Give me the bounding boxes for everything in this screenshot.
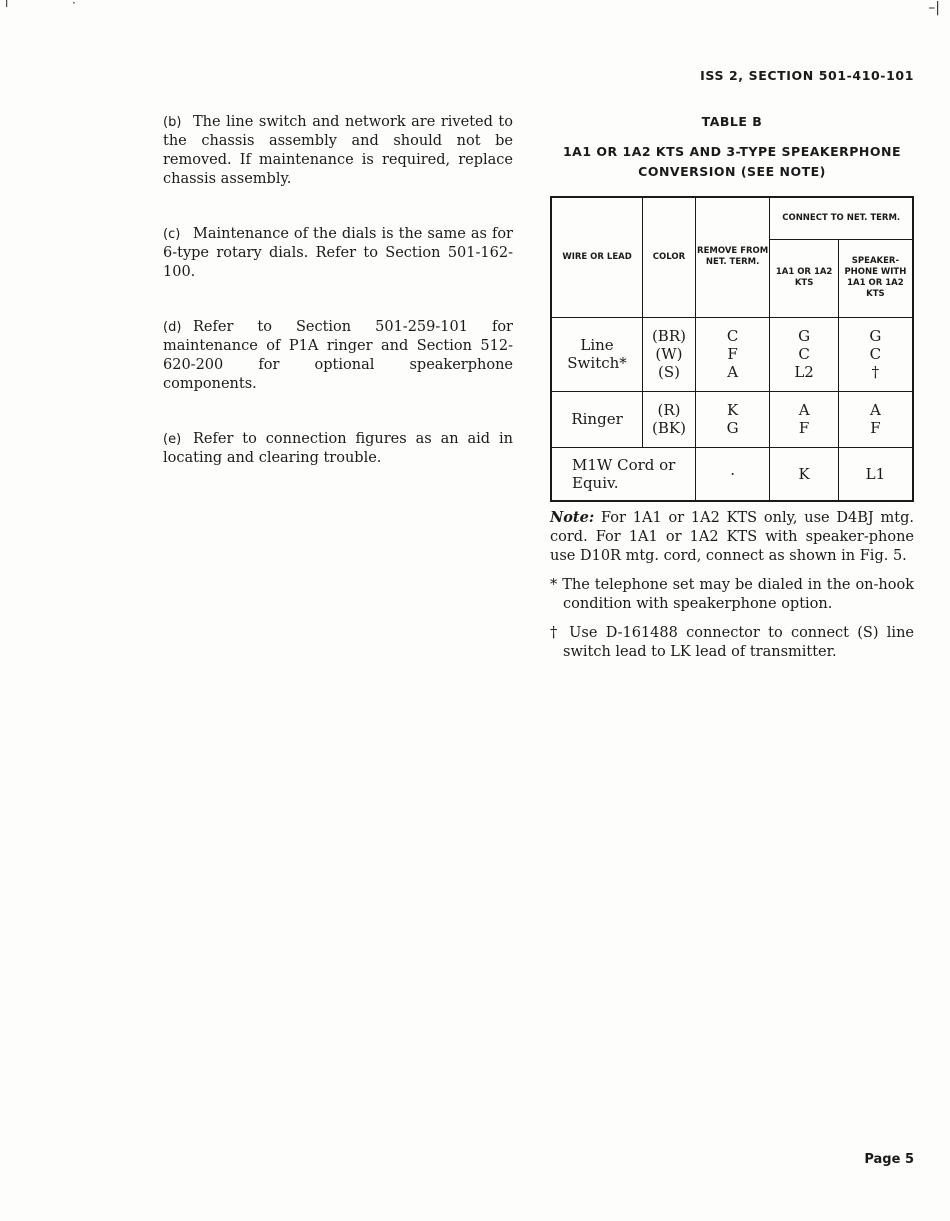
cell-speaker-ringer [838,391,913,447]
term-value: G [726,419,739,437]
conversion-table [550,196,914,502]
term-value: F [727,345,738,363]
note-paragraph [550,508,914,566]
maintenance-paragraphs [163,113,513,504]
term-value: F [798,419,810,437]
color-value: (S) [657,363,680,381]
corner-mark: –| [928,0,940,16]
term-value: † [871,363,880,381]
section-header: ISS 2, SECTION 501-410-101 [700,68,914,83]
term-value: C [869,345,882,363]
cell-colors-ringer [643,391,696,447]
header-color: COLOR [643,197,696,317]
cell-kts-cord: K [770,447,838,501]
asterisk-footnote: * The telephone set may be dialed in the on-hook condition with speakerphone option. [550,577,914,612]
item-text: Refer to connection figures as an aid in locating and clearing trouble. [163,431,513,466]
item-label: (e) [163,432,182,447]
item-label: (c) [163,227,181,242]
term-value: A [727,363,739,381]
cell-remove-ringer [695,391,770,447]
table-b-section [550,112,914,672]
cell-colors-line-switch [643,317,696,391]
paragraph-c [163,225,513,282]
term-value: A [869,401,881,419]
scan-speck: ı [5,0,9,10]
cell-lead-line-switch: Line Switch* [551,317,643,391]
item-label: (b) [163,115,182,130]
dagger-footnote: † Use D-161488 connector to connect (S) line switch lead to LK lead of transmitter. [550,625,914,660]
item-text: Refer to Section 501-259-101 for maintenance of P1A ringer and Section 512-620-200 for optional speakerphone components. [163,319,513,392]
cell-lead-cord: M1W Cord or Equiv. [551,447,695,501]
item-text: Maintenance of the dials is the same as for 6-type rotary dials. Refer to Section 501-162-100. [163,226,513,280]
term-value: C [726,327,739,345]
term-value: G [798,327,811,345]
term-value: A [798,401,810,419]
scan-speck: · [72,0,76,10]
header-wire-or-lead: WIRE OR LEAD [551,197,643,317]
header-connect: CONNECT TO NET. TERM. [770,197,913,239]
color-value: (W) [655,345,683,363]
color-value: (R) [657,401,681,419]
term-value: C [798,345,810,363]
note-text: For 1A1 or 1A2 KTS only, use D4BJ mtg. cord. For 1A1 or 1A2 KTS with speaker-phone use D10R mtg. cord, connect as shown in Fig. 5. [550,510,915,564]
cell-kts-line-switch [770,317,838,391]
header-remove: REMOVE FROM NET. TERM. [695,197,770,317]
cell-kts-ringer [770,391,838,447]
term-value: G [869,327,882,345]
table-title: 1A1 OR 1A2 KTS AND 3-TYPE SPEAKERPHONE CONVERSION (SEE NOTE) [562,144,902,179]
paragraph-e [163,430,513,468]
page-number: Page 5 [864,1152,914,1167]
cell-remove-line-switch [695,317,770,391]
cell-speaker-line-switch [838,317,913,391]
table-notes [550,508,914,662]
item-text: The line switch and network are riveted to the chassis assembly and should not be removed. If maintenance is required, replace chassis assembly. [163,114,513,187]
cell-lead-ringer: Ringer [551,391,643,447]
header-speakerphone: SPEAKER-PHONE WITH 1A1 OR 1A2 KTS [838,239,913,317]
item-label: (d) [163,320,182,335]
term-value: F [870,419,881,437]
table-label: TABLE B [701,114,763,129]
paragraph-b [163,113,513,189]
cell-speaker-cord: L1 [838,447,913,501]
note-label: Note: [550,509,595,526]
paragraph-d [163,318,513,394]
color-value: (BR) [651,327,686,345]
term-value: K [727,401,739,419]
header-kts: 1A1 OR 1A2 KTS [770,239,838,317]
term-value: L2 [794,363,814,381]
cell-remove-cord: · [695,447,770,501]
color-value: (BK) [652,419,686,437]
